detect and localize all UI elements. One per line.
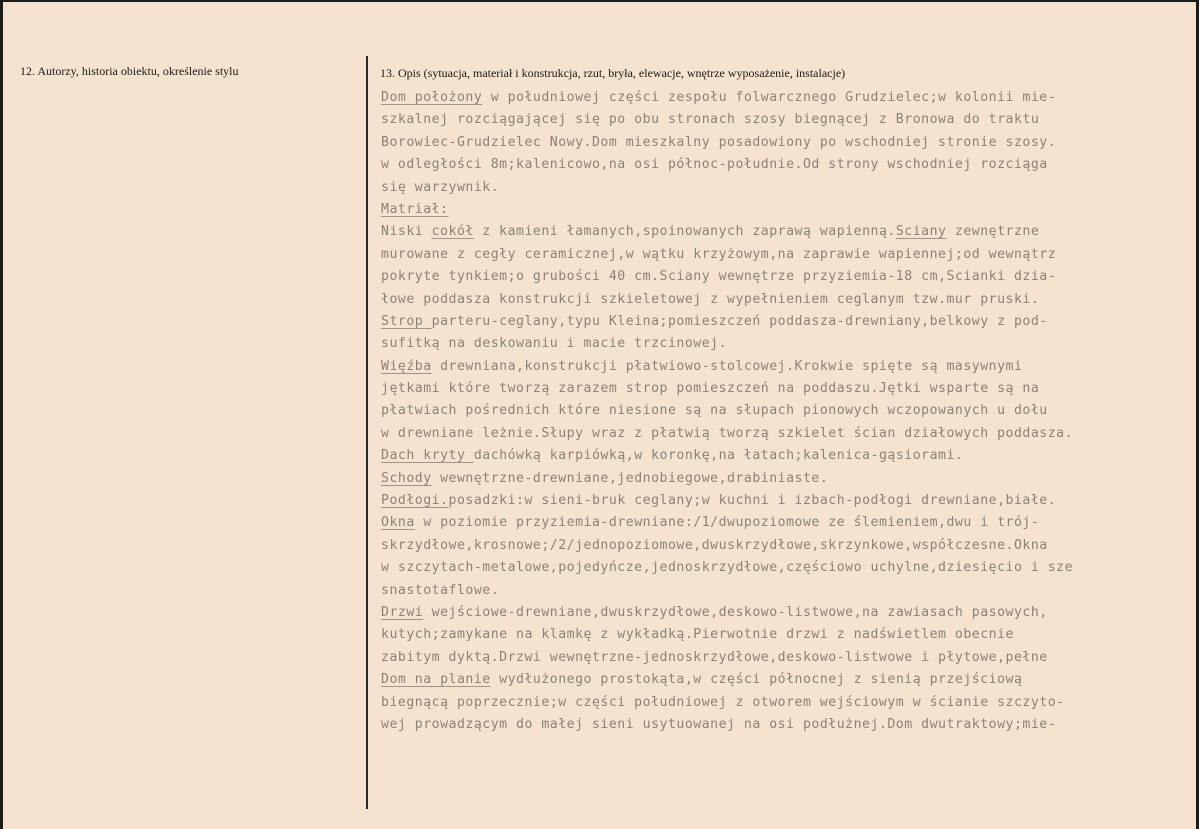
line-text: sufitką na deskowaniu i macie trzcinowej. xyxy=(381,336,728,352)
line-text: się warzywnik. xyxy=(381,179,500,195)
underlined-keyword: Dach kryty xyxy=(381,448,474,464)
text-line xyxy=(381,535,1181,557)
text-line xyxy=(381,177,1181,199)
line-text: w szczytach-metalowe,pojedyńcze,jednoskrzydłowe,częściowo uchylne,dziesięcio i sze xyxy=(381,560,1074,576)
line-text: Borowiec-Grudzielec Nowy.Dom mieszkalny posadowiony po wschodniej stronie szosy. xyxy=(381,134,1057,150)
line-text: wej prowadzącym do małej sieni usytuowanej na osi podłużnej.Dom dwutraktowy;mie- xyxy=(381,716,1057,732)
text-line xyxy=(381,244,1181,266)
line-text: wewnętrzne-drewniane,jednobiegowe,drabiniaste. xyxy=(431,470,829,486)
sheet-border-top xyxy=(0,0,1199,2)
text-line xyxy=(381,580,1181,602)
text-line xyxy=(381,87,1181,109)
text-line xyxy=(381,356,1181,378)
underlined-keyword: Drzwi xyxy=(381,604,424,620)
description-text xyxy=(381,87,1181,736)
text-line xyxy=(381,311,1181,333)
line-text: jętkami które tworzą zarazem strop pomieszczeń na poddaszu.Jętki wsparte są na xyxy=(381,381,1040,397)
text-line xyxy=(381,266,1181,288)
underlined-keyword: Sciany xyxy=(895,224,947,240)
underlined-keyword: cokół xyxy=(431,224,474,240)
line-text: Niski xyxy=(381,224,432,240)
line-text: łowe poddasza konstrukcji szkieletowej z wypełnieniem ceglanym tzw.mur pruski. xyxy=(381,291,1040,307)
text-line xyxy=(381,669,1181,691)
text-line xyxy=(381,423,1181,445)
line-text: zabitym dyktą.Drzwi wewnętrzne-jednoskrzydłowe,deskowo-listwowe i płytowe,pełne xyxy=(381,649,1048,665)
line-text: w południowej części zespołu folwarcznego Grudzielec;w kolonii mie- xyxy=(482,90,1057,105)
text-line xyxy=(381,289,1181,311)
text-line xyxy=(381,154,1181,176)
text-line xyxy=(381,468,1181,490)
text-line xyxy=(381,692,1181,714)
section-12-header: 12. Autorzy, historia obiektu, określenie stylu xyxy=(20,64,239,78)
column-divider xyxy=(366,56,368,809)
text-line xyxy=(381,333,1181,355)
section-13-header: 13. Opis (sytuacja, materiał i konstrukcja, rzut, bryła, elewacje, wnętrze wyposażenie, instalacje) xyxy=(380,66,846,80)
line-text: zewnętrzne xyxy=(946,224,1040,240)
text-line xyxy=(381,490,1181,512)
text-line xyxy=(381,199,1181,221)
sheet-border-left xyxy=(0,0,3,829)
text-line xyxy=(381,714,1181,736)
line-text: szkalnej rozciągającej się po obu stronach szosy biegnącej z Bronowa do traktu xyxy=(381,112,1040,128)
underlined-keyword: Podłogi. xyxy=(381,493,449,509)
text-line xyxy=(381,445,1181,467)
text-line xyxy=(381,221,1181,243)
text-line xyxy=(381,378,1181,400)
underlined-keyword: Dom położony xyxy=(381,90,483,105)
line-text: z kamieni łamanych,spoinowanych zaprawą wapienną. xyxy=(473,224,896,240)
underlined-keyword: Strop xyxy=(381,313,432,329)
line-text: w odległości 8m;kalenicowo,na osi północ-południe.Od strony wschodniej rozciąga xyxy=(381,157,1048,173)
line-text: kutych;zamykane na klamkę z wykładką.Pierwotnie drzwi z nadświetlem obecnie xyxy=(381,627,1014,643)
line-text: dachówką karpiówką,w koronkę,na łatach;kalenica-gąsiorami. xyxy=(473,448,964,464)
text-line xyxy=(381,557,1181,579)
text-line xyxy=(381,400,1181,422)
line-text: murowane z cegły ceramicznej,w wątku krzyżowym,na zaprawie wapiennej;od wewnątrz xyxy=(381,246,1057,262)
line-text: płatwiach pośrednich które niesione są na słupach pionowych wczopowanych u dołu xyxy=(381,403,1048,419)
underlined-keyword: Dom na planie xyxy=(381,672,491,688)
text-line xyxy=(381,624,1181,646)
line-text: drewniana,konstrukcji płatwiowo-stolcowej.Krokwie spięte są masywnymi xyxy=(431,358,1023,374)
underlined-keyword: Matriał: xyxy=(381,201,449,217)
underlined-keyword: Schody xyxy=(381,470,432,486)
text-line xyxy=(381,512,1181,534)
line-text: w drewniane leżnie.Słupy wraz z płatwią tworzą szkielet ścian działowych poddasza. xyxy=(381,425,1074,441)
line-text: wydłużonego prostokąta,w części północnej z sienią przejściową xyxy=(490,672,1023,688)
underlined-keyword: Okna xyxy=(381,515,415,531)
line-text: biegnącą poprzecznie;w części południowej z otworem wejściowym w ścianie szczyto- xyxy=(381,694,1065,710)
text-line xyxy=(381,647,1181,669)
line-text: posadzki:w sieni-bruk ceglany;w kuchni i izbach-podłogi drewniane,białe. xyxy=(448,493,1057,509)
line-text: skrzydłowe,krosnowe;/2/jednopoziomowe,dwuskrzydłowe,skrzynkowe,współczesne.Okna xyxy=(381,537,1048,553)
line-text: w poziomie przyziemia-drewniane:/1/dwupoziomowe ze ślemieniem,dwu i trój- xyxy=(414,515,1040,531)
line-text: parteru-ceglany,typu Kleina;pomieszczeń poddasza-drewniany,belkowy z pod- xyxy=(431,313,1048,329)
text-line xyxy=(381,109,1181,131)
line-text: snastotaflowe. xyxy=(381,582,500,598)
line-text: wejściowe-drewniane,dwuskrzydłowe,deskowo-listwowe,na zawiasach pasowych, xyxy=(423,604,1048,620)
text-line xyxy=(381,602,1181,624)
text-line xyxy=(381,132,1181,154)
line-text: pokryte tynkiem;o grubości 40 cm.Sciany wewnętrze przyziemia-18 cm,Scianki dzia- xyxy=(381,269,1057,285)
underlined-keyword: Więźba xyxy=(381,358,432,374)
